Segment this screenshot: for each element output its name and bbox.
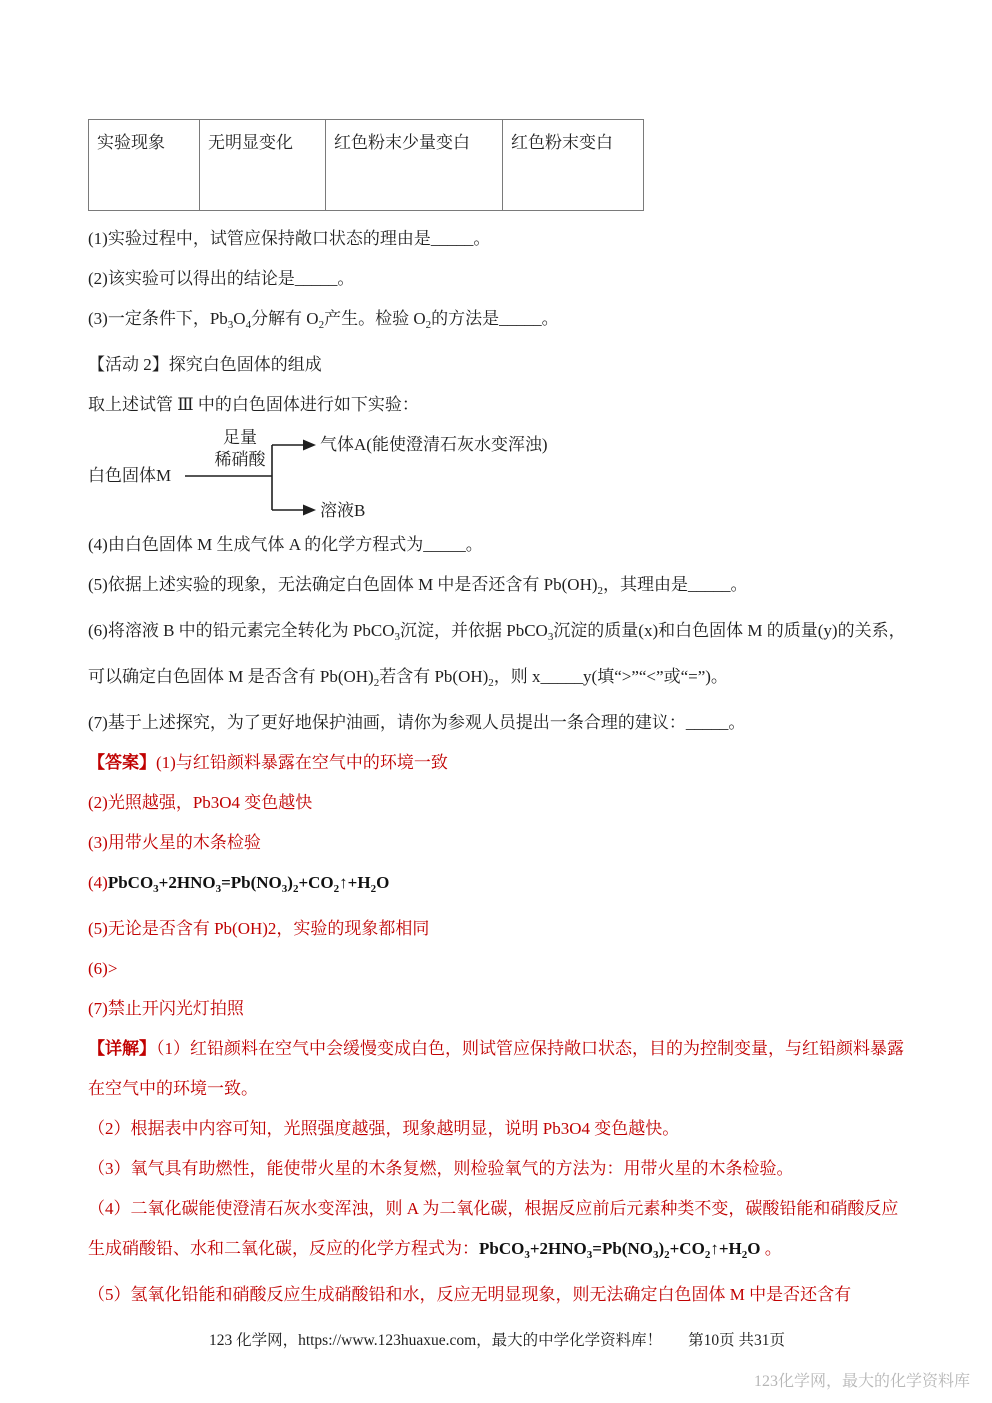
watermark-text: 123化学网，最大的化学资料库 [753,1373,970,1390]
paragraph [88,1149,906,1189]
text-run: O [747,1239,761,1258]
text-run: +CO [298,873,334,892]
text-run: 3 [153,883,159,895]
page-footer [88,1321,906,1361]
text-run: （2）根据表中内容可知，光照强度越强，现象越明显，说明 Pb3O4 变色越快。 [88,1119,680,1138]
text-run: =Pb(NO [592,1239,653,1258]
activity-2-intro: 取上述试管 Ⅲ 中的白色固体进行如下实验： [88,395,419,414]
text-run: (7)基于上述探究，为了更好地保护油画，请你为参观人员提出一条合理的建议：_____。 [88,713,746,732]
text-run: +2HNO [529,1239,587,1258]
questions-post-group [88,525,906,743]
paragraph [88,1029,906,1109]
text-run: 2 [741,1249,748,1261]
text-run: 。 [760,1239,782,1258]
paragraph [88,989,906,1029]
paragraph [88,1189,906,1275]
text-run: +CO [669,1239,705,1258]
text-run: 3 [547,631,554,643]
text-run: 2 [373,677,380,689]
text-run: 2 [425,319,432,331]
text-run: （3）氧气具有助燃性，能使带火星的木条复燃，则检验氧气的方法为：用带火星的木条检验。 [88,1159,794,1178]
text-run: (7)禁止开闪光灯拍照 [88,999,244,1018]
table-cell-phenomenon-header: 实验现象 [89,120,200,211]
paragraph [88,949,906,989]
text-run: 2 [370,883,377,895]
document-content [0,119,992,1361]
paragraph [88,565,906,611]
reagent-line-1: 足量 [223,428,257,447]
section-label: 【答案】 [88,753,156,772]
paragraph [88,783,906,823]
text-run: （4）二氧化碳能使澄清石灰水变浑浊，则 A 为二氧化碳，根据反应前后元素种类不变，碳酸铅能和硝酸反应生成硝酸铅、水和二氧化碳，反应的化学方程式为： [88,1199,899,1258]
text-run: +2HNO [158,873,216,892]
paragraph [88,909,906,949]
paragraph [88,611,906,703]
diagram-reagent-label [204,427,276,471]
text-run: 3 [394,631,400,643]
text-run: (5)依据上述实验的现象，无法确定白色固体 M 中是否还含有 Pb(OH) [88,575,598,594]
activity-2-heading: 【活动 2】探究白色固体的组成 [88,355,322,374]
text-run: (4) [88,873,108,892]
text-run: ↑+H [339,873,371,892]
text-run: 3 [227,319,234,331]
text-run: 3 [524,1249,530,1261]
text-run: 3 [215,883,222,895]
text-run: ) [658,1239,665,1258]
text-run: (1)实验过程中，试管应保持敞口状态的理由是_____。 [88,229,491,248]
text-run: (4)由白色固体 M 生成气体 A 的化学方程式为_____。 [88,535,483,554]
paragraph [88,219,906,259]
experiment-flow-diagram [88,425,906,525]
paragraph [88,823,906,863]
text-run: PbCO [479,1239,525,1258]
text-run: 2 [333,883,340,895]
footer-site-text: 123 化学网，https://www.123huaxue.com，最大的中学化学资料库！ [208,1332,663,1349]
paragraph [88,525,906,565]
footer-page-number: 第10页 共31页 [688,1332,786,1349]
text-run: 3 [652,1249,659,1261]
questions-pre-group [88,219,906,345]
text-run: 2 [597,585,604,597]
reagent-line-2: 稀硝酸 [214,450,266,469]
paragraph [88,863,906,909]
paragraph [88,743,906,783]
text-run: ) [287,873,293,892]
diagram-source-label: 白色固体M [88,466,172,485]
text-run: 4 [245,319,252,331]
text-run: 2 [292,883,299,895]
text-run: PbCO [107,873,154,892]
text-run: (6)将溶液 B 中的铅元素完全转化为 PbCO [88,621,395,640]
text-run: 分解有 O [251,309,319,328]
table-cell-partial-white: 红色粉末少量变白 [326,120,503,211]
diagram-solution-b-label: 溶液B [320,501,366,520]
text-run: (2)光照越强，Pb3O4 变色越快 [88,793,313,812]
table-cell-full-white: 红色粉末变白 [503,120,644,211]
arrowhead-top-icon [303,440,316,451]
explanations-group [88,1029,906,1315]
text-run: （1）红铅颜料在空气中会缓慢变成白色，则试管应保持敞口状态，目的为控制变量，与红铅颜料暴露在空气中的环境一致。 [88,1039,904,1098]
table-cell-no-change: 无明显变化 [200,120,326,211]
text-run: 沉淀，并依据 PbCO [399,621,548,640]
text-run: O [376,873,390,892]
text-run: 若含有 Pb(OH) [379,667,489,686]
text-run: 2 [664,1249,670,1261]
text-run: 2 [318,319,325,331]
text-run: （5）氢氧化铅能和硝酸反应生成硝酸铅和水，反应无明显现象，则无法确定白色固体 M 中是否还含有 [88,1285,852,1304]
section-label: 【详解】 [88,1039,156,1058]
text-run: 3 [586,1249,593,1261]
text-run: O [233,309,246,328]
text-run: ，则 x_____y(填“>”“<”或“=”)。 [493,667,728,686]
text-run: 3 [281,883,288,895]
diagram-gas-a-label: 气体A(能使澄清石灰水变浑浊) [320,435,548,454]
text-run: =Pb(NO [221,873,282,892]
text-run: ，其理由是_____。 [603,575,748,594]
text-run: (1)与红铅颜料暴露在空气中的环境一致 [156,753,448,772]
text-run: 产生。检验 O [324,309,426,328]
experiment-table [88,119,644,211]
paragraph [88,1109,906,1149]
text-run: ↑+H [710,1239,742,1258]
arrowhead-bottom-icon [303,505,316,516]
text-run: (2)该实验可以得出的结论是_____。 [88,269,355,288]
text-run: 2 [488,677,494,689]
answers-group [88,743,906,1029]
text-run: (5)无论是否含有 Pb(OH)2，实验的现象都相同 [88,919,430,938]
paragraph [88,299,906,345]
text-run: (6)> [88,959,118,978]
table-row [89,120,644,211]
text-run: 沉淀的质量(x)和白色固体 M 的质量(y)的关系，可以确定白色固体 M 是否含有 Pb(OH) [88,621,906,686]
text-run: 的方法是_____。 [431,309,559,328]
text-run: (3)用带火星的木条检验 [88,833,261,852]
text-run: 2 [704,1249,711,1261]
paragraph [88,1275,906,1315]
paragraph [88,703,906,743]
text-run: (3)一定条件下，Pb [88,309,228,328]
paragraph [88,259,906,299]
